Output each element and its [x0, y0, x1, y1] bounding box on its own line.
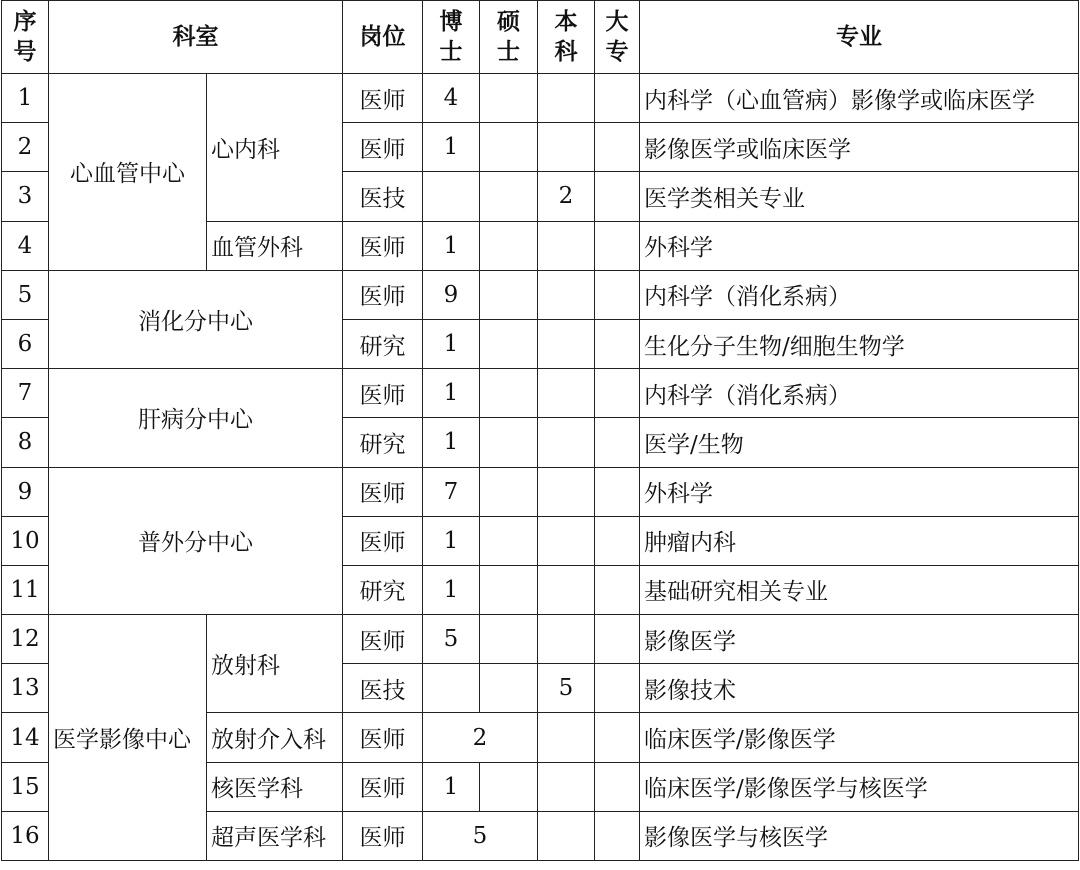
phd-cell [423, 664, 480, 713]
row-number: 5 [2, 270, 49, 319]
dept-group: 普外分中心 [49, 467, 343, 615]
phd-master-cell: 2 [423, 713, 538, 762]
major-cell: 影像医学与核医学 [640, 811, 1079, 860]
college-cell [595, 74, 640, 123]
header-bachelor: 本 科 [538, 1, 595, 74]
dept-group: 医学影像中心 [49, 615, 207, 861]
row-number: 12 [2, 615, 49, 664]
bachelor-cell [538, 369, 595, 418]
post-cell: 医师 [343, 713, 423, 762]
bachelor-cell [538, 270, 595, 319]
header-row [2, 1, 1079, 74]
master-cell [480, 516, 538, 565]
college-cell [595, 221, 640, 270]
major-cell: 内科学（心血管病）影像学或临床医学 [640, 74, 1079, 123]
row-number: 16 [2, 811, 49, 860]
major-cell: 基础研究相关专业 [640, 565, 1079, 614]
bachelor-cell [538, 467, 595, 516]
header-college: 大 专 [595, 1, 640, 74]
phd-cell: 1 [423, 418, 480, 467]
row-number: 14 [2, 713, 49, 762]
college-cell [595, 418, 640, 467]
header-master: 硕 士 [480, 1, 538, 74]
post-cell: 医技 [343, 664, 423, 713]
row-number: 1 [2, 74, 49, 123]
post-cell: 医师 [343, 615, 423, 664]
bachelor-cell [538, 713, 595, 762]
header-dept: 科室 [49, 1, 343, 74]
college-cell [595, 467, 640, 516]
sub-dept: 心内科 [207, 74, 343, 222]
major-cell: 临床医学/影像医学 [640, 713, 1079, 762]
major-cell: 内科学（消化系病） [640, 270, 1079, 319]
bachelor-cell [538, 615, 595, 664]
sub-dept: 放射科 [207, 615, 343, 713]
row-number: 4 [2, 221, 49, 270]
college-cell [595, 123, 640, 172]
phd-cell: 1 [423, 221, 480, 270]
post-cell: 医师 [343, 811, 423, 860]
major-cell: 肿瘤内科 [640, 516, 1079, 565]
row-number: 2 [2, 123, 49, 172]
master-cell [480, 418, 538, 467]
college-cell [595, 565, 640, 614]
header-index: 序 号 [2, 1, 49, 74]
row-number: 15 [2, 762, 49, 811]
table-row [2, 74, 1079, 123]
post-cell: 研究 [343, 565, 423, 614]
post-cell: 医技 [343, 172, 423, 221]
master-cell [480, 664, 538, 713]
bachelor-cell [538, 418, 595, 467]
phd-cell: 1 [423, 369, 480, 418]
row-number: 8 [2, 418, 49, 467]
table-row [2, 270, 1079, 319]
table-row [2, 369, 1079, 418]
major-cell: 内科学（消化系病） [640, 369, 1079, 418]
row-number: 11 [2, 565, 49, 614]
master-cell [480, 172, 538, 221]
bachelor-cell [538, 516, 595, 565]
post-cell: 医师 [343, 221, 423, 270]
post-cell: 医师 [343, 123, 423, 172]
phd-cell: 1 [423, 319, 480, 368]
phd-cell: 4 [423, 74, 480, 123]
college-cell [595, 172, 640, 221]
college-cell [595, 270, 640, 319]
row-number: 3 [2, 172, 49, 221]
dept-group: 肝病分中心 [49, 369, 343, 467]
sub-dept: 血管外科 [207, 221, 343, 270]
college-cell [595, 811, 640, 860]
sub-dept: 超声医学科 [207, 811, 343, 860]
table-row [2, 467, 1079, 516]
post-cell: 医师 [343, 516, 423, 565]
row-number: 9 [2, 467, 49, 516]
college-cell [595, 762, 640, 811]
master-cell [480, 762, 538, 811]
bachelor-cell [538, 811, 595, 860]
phd-cell [423, 172, 480, 221]
phd-cell: 1 [423, 762, 480, 811]
header-major: 专业 [640, 1, 1079, 74]
header-post: 岗位 [343, 1, 423, 74]
table-row [2, 615, 1079, 664]
phd-cell: 5 [423, 615, 480, 664]
bachelor-cell [538, 565, 595, 614]
phd-cell: 1 [423, 123, 480, 172]
post-cell: 医师 [343, 762, 423, 811]
dept-group: 消化分中心 [49, 270, 343, 368]
college-cell [595, 615, 640, 664]
row-number: 10 [2, 516, 49, 565]
bachelor-cell [538, 123, 595, 172]
major-cell: 影像技术 [640, 664, 1079, 713]
major-cell: 影像医学 [640, 615, 1079, 664]
phd-cell: 1 [423, 565, 480, 614]
bachelor-cell [538, 319, 595, 368]
bachelor-cell: 2 [538, 172, 595, 221]
post-cell: 医师 [343, 467, 423, 516]
major-cell: 外科学 [640, 467, 1079, 516]
college-cell [595, 713, 640, 762]
major-cell: 影像医学或临床医学 [640, 123, 1079, 172]
master-cell [480, 123, 538, 172]
sub-dept: 放射介入科 [207, 713, 343, 762]
master-cell [480, 615, 538, 664]
header-phd: 博 士 [423, 1, 480, 74]
row-number: 6 [2, 319, 49, 368]
major-cell: 生化分子生物/细胞生物学 [640, 319, 1079, 368]
post-cell: 研究 [343, 418, 423, 467]
post-cell: 医师 [343, 74, 423, 123]
post-cell: 医师 [343, 369, 423, 418]
post-cell: 医师 [343, 270, 423, 319]
college-cell [595, 516, 640, 565]
bachelor-cell: 5 [538, 664, 595, 713]
row-number: 13 [2, 664, 49, 713]
master-cell [480, 319, 538, 368]
phd-cell: 1 [423, 516, 480, 565]
master-cell [480, 74, 538, 123]
bachelor-cell [538, 762, 595, 811]
bachelor-cell [538, 74, 595, 123]
phd-master-cell: 5 [423, 811, 538, 860]
major-cell: 临床医学/影像医学与核医学 [640, 762, 1079, 811]
recruitment-table [1, 0, 1079, 861]
master-cell [480, 221, 538, 270]
sub-dept: 核医学科 [207, 762, 343, 811]
master-cell [480, 369, 538, 418]
major-cell: 医学类相关专业 [640, 172, 1079, 221]
dept-group: 心血管中心 [49, 74, 207, 271]
row-number: 7 [2, 369, 49, 418]
college-cell [595, 664, 640, 713]
major-cell: 医学/生物 [640, 418, 1079, 467]
bachelor-cell [538, 221, 595, 270]
major-cell: 外科学 [640, 221, 1079, 270]
master-cell [480, 565, 538, 614]
college-cell [595, 319, 640, 368]
phd-cell: 9 [423, 270, 480, 319]
college-cell [595, 369, 640, 418]
post-cell: 研究 [343, 319, 423, 368]
phd-cell: 7 [423, 467, 480, 516]
master-cell [480, 270, 538, 319]
master-cell [480, 467, 538, 516]
